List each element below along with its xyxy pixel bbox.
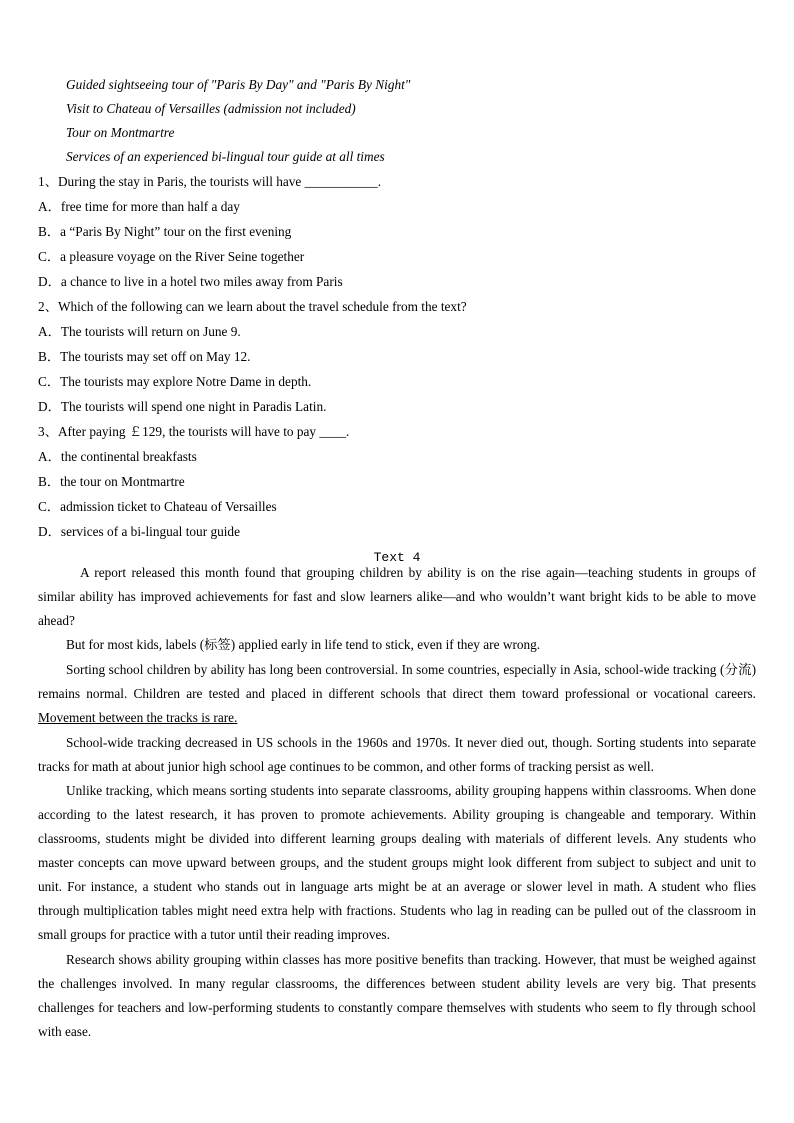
answer-option: D．a chance to live in a hotel two miles away from Paris [38,274,343,289]
paragraph: A report released this month found that grouping children by ability is on the rise again—teaching students in groups of similar ability has improved achievements for fast and slow learners alike—and who wouldn’t want bright kids to be able to move ahead? [38,565,756,628]
answer-option: D．The tourists will spend one night in Paradis Latin. [38,399,327,414]
section-title: Text 4 [373,550,421,565]
answer-option: C．The tourists may explore Notre Dame in depth. [38,374,312,389]
question-stem: 3、After paying ￡129, the tourists will have to pay ____. [38,424,350,439]
question-stem: 2、Which of the following can we learn about the travel schedule from the text? [38,299,467,314]
paragraph-text: Sorting school children by ability has long been controversial. In some countries, especially in Asia, school-wide tracking (分流) remains normal. Children are tested and placed in different schools that direct them toward professional or vocational careers. [38,662,756,701]
paragraph: Unlike tracking, which means sorting students into separate classrooms, ability grouping happens within classrooms. When done according to the latest research, it has proven to promote achievements. Ability grouping is changeable and temporary. Within classrooms, students might be divided into different learning groups dealing with materials of different levels. Any students who master concepts can move upward between groups, and the student groups might look different from subject to subject and unit to unit. For instance, a student who stands out in language arts might be at an average or slower level in math. A student who flies through multiplication tables might need extra help with fractions. Students who lag in reading can be pulled out of the classroom in small groups for practice with a tutor until their reading improves. [38,783,756,942]
answer-option: B．The tourists may set off on May 12. [38,349,251,364]
answer-option: B．a “Paris By Night” tour on the first evening [38,224,292,239]
paragraph [38,658,756,730]
answer-option: C．admission ticket to Chateau of Versailles [38,499,277,514]
paragraph: But for most kids, labels (标签) applied early in life tend to stick, even if they are wrong. [66,637,541,652]
underlined-sentence: Movement between the tracks is rare. [38,710,238,725]
service-item: Visit to Chateau of Versailles (admission not included) [66,101,356,116]
paragraph: Research shows ability grouping within classes has more positive benefits than tracking. However, that must be weighed against the challenges involved. In many regular classrooms, the differences between student ability levels are very big. That presents challenges for teachers and low-performing students to constantly compare themselves with students who seem to fly through school with ease. [38,952,756,1039]
answer-option: B．the tour on Montmartre [38,474,185,489]
answer-option: A．free time for more than half a day [38,199,240,214]
service-item: Guided sightseeing tour of "Paris By Day" and "Paris By Night" [66,77,411,92]
service-item: Services of an experienced bi-lingual tour guide at all times [66,149,385,164]
question-stem: 1、During the stay in Paris, the tourists will have ___________. [38,174,382,189]
answer-option: C．a pleasure voyage on the River Seine together [38,249,305,264]
answer-option: A．The tourists will return on June 9. [38,324,241,339]
answer-option: A．the continental breakfasts [38,449,197,464]
service-item: Tour on Montmartre [66,125,175,140]
answer-option: D．services of a bi-lingual tour guide [38,524,240,539]
paragraph: School-wide tracking decreased in US schools in the 1960s and 1970s. It never died out, though. Sorting students into separate tracks for math at about junior high school age continues to be common, and other forms of tracking persist as well. [38,735,756,774]
